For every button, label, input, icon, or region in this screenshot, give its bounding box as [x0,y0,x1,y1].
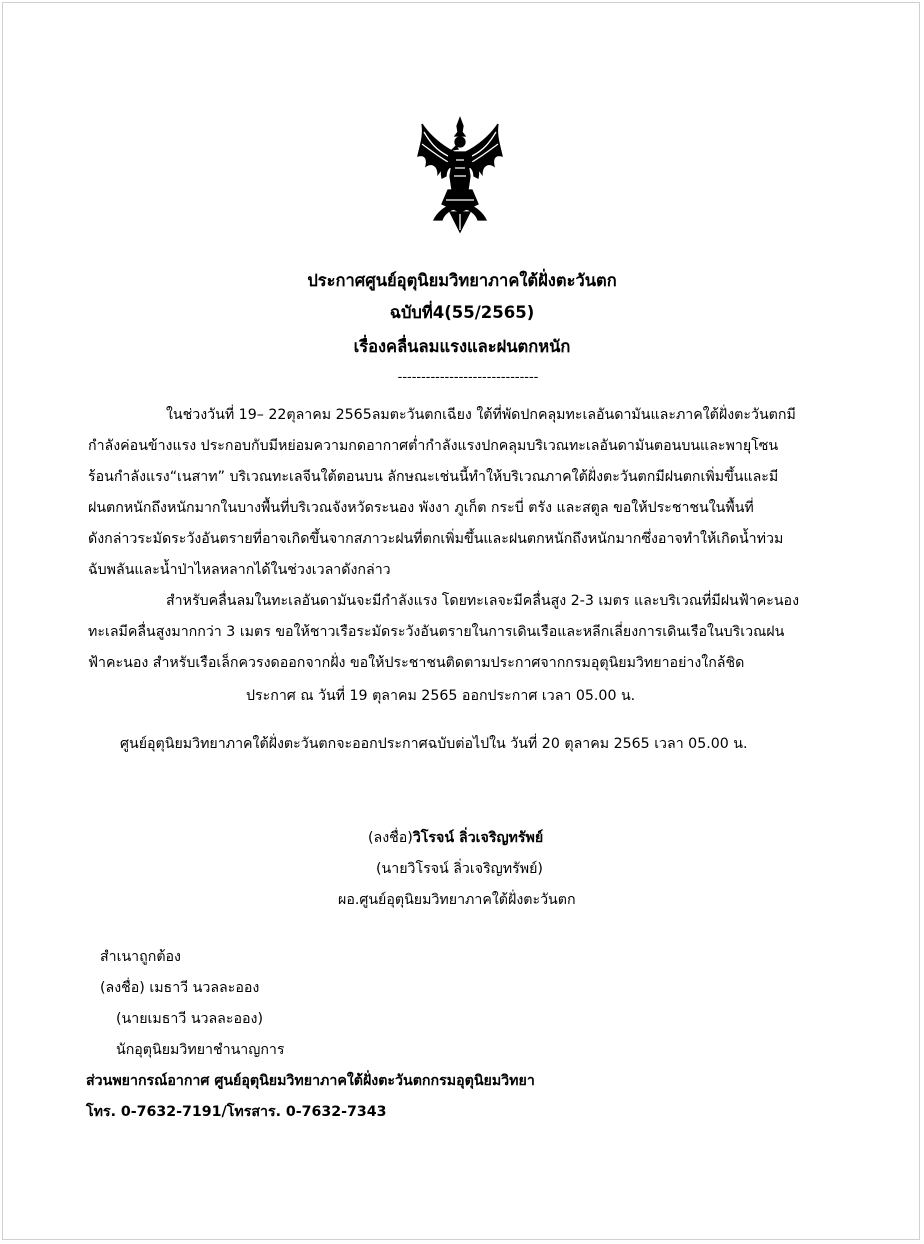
signed-prefix: (ลงชื่อ) [368,830,413,846]
signer-name: วิโรจน์ ลิ่วเจริญทรัพย์ [412,830,544,846]
paragraph-1-line-1: ในช่วงวันที่ 19– 22ตุลาคม 2565ลมตะวันตกเฉียง ใต้ที่พัดปกคลุมทะเลอันดามันและภาคใต้ฝั่งตะวันตกมี [166,407,796,423]
signer-printed-name: (นายวิโรจน์ ลิ่วเจริญทรัพย์) [376,861,543,877]
paragraph-1-line-5: ดังกล่าวระมัดระวังอันตรายที่อาจเกิดขึ้นจากสภาวะฝนที่ตกเพิ่มขึ้นและฝนตกหนักถึงหนักมากซึ่งอาจทำให้เกิดน้ำท่วม [88,531,784,547]
copy-printed-name: (นายเมธาวี นวลละออง) [116,1011,263,1027]
signer-position: ผอ.ศูนย์อุตุนิยมวิทยาภาคใต้ฝั่งตะวันตก [338,892,576,908]
signature-line [368,827,543,849]
copy-certified-label: สำเนาถูกต้อง [100,949,181,965]
copy-signed-line: (ลงชื่อ) เมธาวี นวลละออง [100,980,260,996]
announcement-subject: เรื่องคลื่นลมแรงและฝนตกหนัก [353,337,571,356]
announcement-issue-number: ฉบับที่4(55/2565) [389,303,535,322]
paragraph-1-line-4: ฝนตกหนักถึงหนักมากในบางพื้นที่บริเวณจังหวัดระนอง พังงา ภูเก็ต กระบี่ ตรัง และสตูล ขอให้ประชาชนในพื้นที่ [88,500,754,516]
contact-numbers: โทร. 0-7632-7191/โทรสาร. 0-7632-7343 [86,1104,387,1120]
paragraph-1-line-3: ร้อนกำลังแรง“เนสาท” บริเวณทะเลจีนใต้ตอนบน ลักษณะเช่นนี้ทำให้บริเวณภาคใต้ฝั่งตะวันตกมีฝนตกเพิ่มขึ้นและมี [88,469,779,485]
copy-position: นักอุตุนิยมวิทยาชำนาญการ [116,1042,285,1058]
next-issue-notice: ศูนย์อุตุนิยมวิทยาภาคใต้ฝั่งตะวันตกจะออกประกาศฉบับต่อไปใน วันที่ 20 ตุลาคม 2565 เวลา 05.00 น. [120,736,748,752]
paragraph-1-line-2: กำลังค่อนข้างแรง ประกอบกับมีหย่อมความกดอากาศต่ำกำลังแรงปกคลุมบริเวณทะเลอันดามันตอนบนและพายุโซน [88,438,779,454]
paragraph-2-line-2: ทะเลมีคลื่นสูงมากกว่า 3 เมตร ขอให้ชาวเรือระมัดระวังอันตรายในการเดินเรือและหลีกเลี่ยงการเดินเรือในบริเวณฝน [88,624,785,640]
separator-line: ------------------------------ [397,370,539,385]
garuda-emblem-icon [416,116,504,234]
paragraph-2-line-1: สำหรับคลื่นลมในทะเลอันดามันจะมีกำลังแรง โดยทะเลจะมีคลื่นสูง 2-3 เมตร และบริเวณที่มีฝนฟ้าคะนอง [166,593,799,609]
announcement-date: ประกาศ ณ วันที่ 19 ตุลาคม 2565 ออกประกาศ เวลา 05.00 น. [246,688,636,704]
announcement-title: ประกาศศูนย์อุตุนิยมวิทยาภาคใต้ฝั่งตะวันตก [307,271,617,290]
issuing-department: ส่วนพยากรณ์อากาศ ศูนย์อุตุนิยมวิทยาภาคใต้ฝั่งตะวันตกกรมอุตุนิยมวิทยา [86,1073,535,1089]
paragraph-2-line-3: ฟ้าคะนอง สำหรับเรือเล็กควรงดออกจากฝั่ง ขอให้ประชาชนติดตามประกาศจากกรมอุตุนิยมวิทยาอย่างใกล้ชิด [88,655,745,671]
paragraph-1-line-6: ฉับพลันและน้ำป่าไหลหลากได้ในช่วงเวลาดังกล่าว [88,562,391,578]
